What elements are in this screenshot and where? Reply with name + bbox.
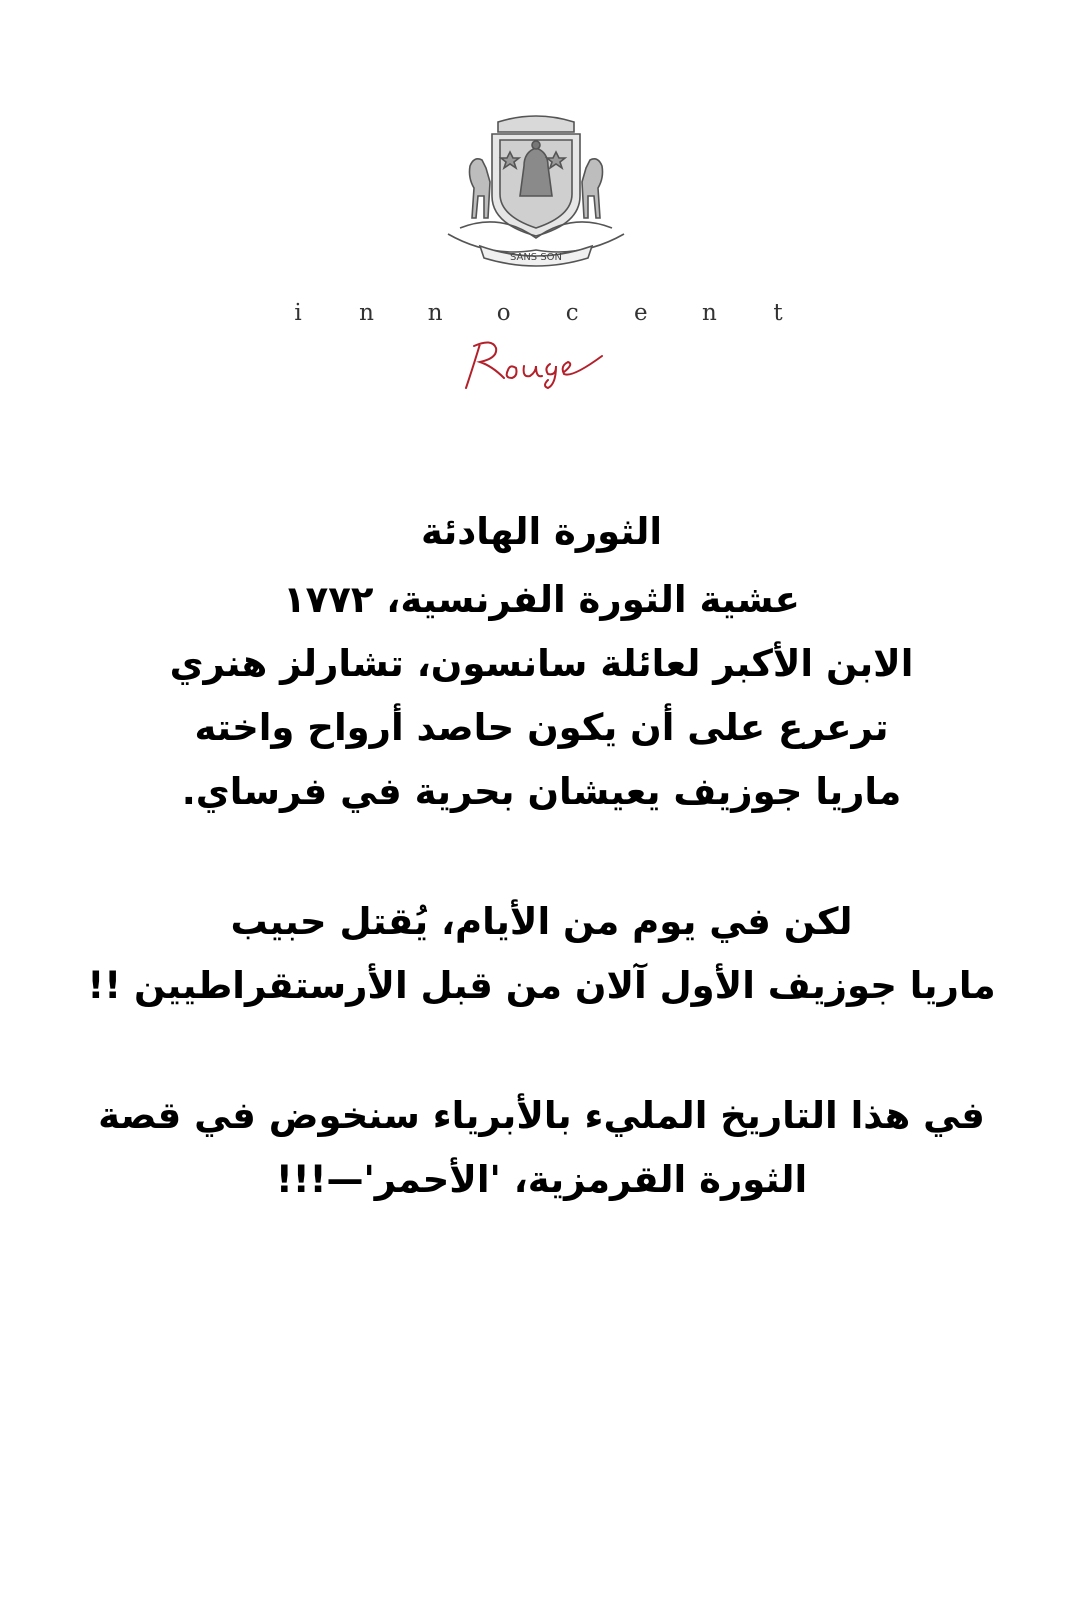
paragraph-spacer — [40, 824, 1043, 890]
crest-motto: SANS SON — [509, 252, 563, 263]
brand-letter: e — [634, 300, 648, 326]
brand-letter: t — [773, 300, 783, 326]
brand-letter: n — [359, 300, 374, 326]
story-line: عشية الثورة الفرنسية، ١٧٧٢ — [283, 578, 800, 621]
brand-wordmark — [288, 300, 788, 326]
brand-letter: c — [565, 300, 579, 326]
story-line: الثورة القرمزية، 'الأحمر'—!!! — [275, 1158, 808, 1201]
brand-letter: n — [427, 300, 443, 326]
story-line: الابن الأكبر لعائلة سانسون، تشارلز هنري — [169, 642, 914, 685]
story-line: لكن في يوم من الأيام، يُقتل حبيب — [230, 900, 853, 943]
coat-of-arms-logo — [440, 108, 632, 272]
brand-letter: i — [294, 300, 302, 326]
story-line: ماريا جوزيف يعيشان بحرية في فرساي. — [181, 770, 902, 813]
story-line: ماريا جوزيف الأول آلان من قبل الأرستقراطيين !! — [87, 964, 996, 1007]
brand-letter: n — [701, 300, 717, 326]
rouge-signature-logo — [452, 334, 612, 392]
paragraph-spacer — [40, 1018, 1043, 1084]
brand-letter: o — [496, 300, 511, 326]
story-line: ترعرع على أن يكون حاصد أرواح واخته — [194, 706, 889, 749]
story-line: في هذا التاريخ المليء بالأبرياء سنخوض في قصة — [98, 1094, 985, 1137]
story-text — [40, 502, 1043, 1212]
story-title: الثورة الهادئة — [420, 510, 663, 553]
